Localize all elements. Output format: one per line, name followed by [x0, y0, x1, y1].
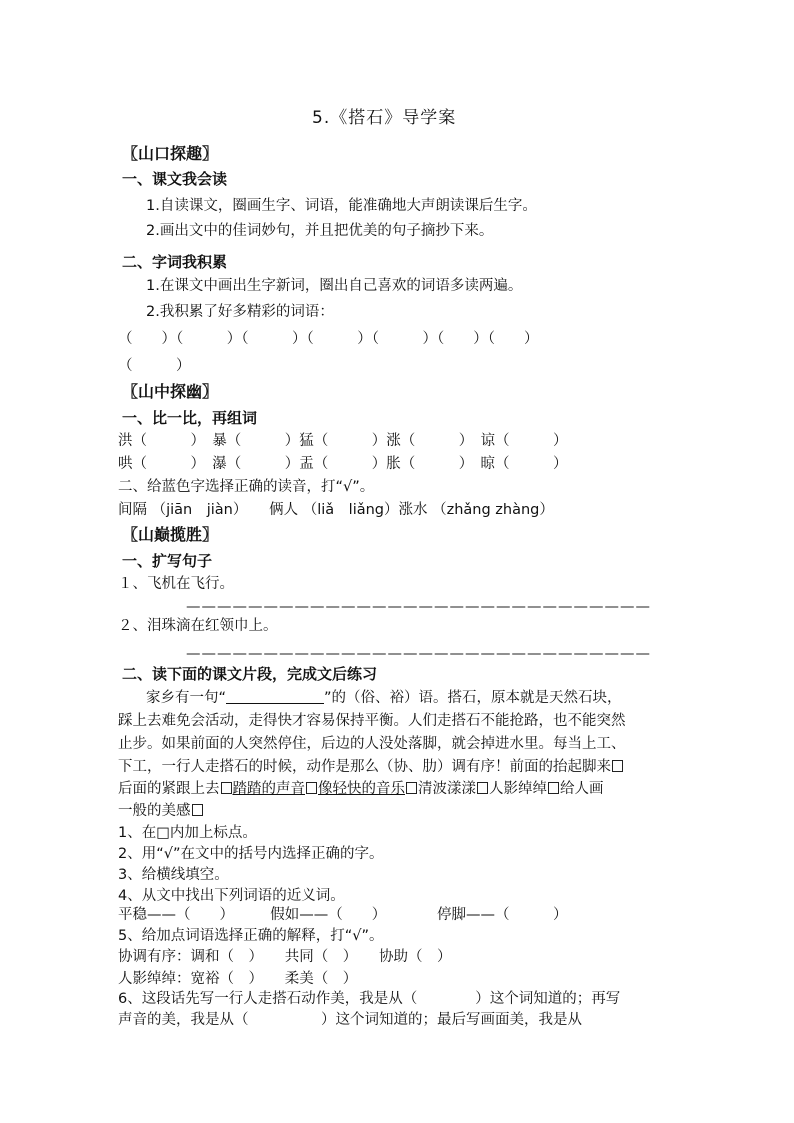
exercise-1: 1、在□内加上标点。 [118, 825, 257, 841]
underlined-text: 像轻快的音乐 [318, 781, 405, 797]
exercise-5: 5、给加点词语选择正确的解释，打“√”。 [118, 928, 384, 944]
task-collected-words: 2.我积累了好多精彩的词语： [146, 304, 334, 320]
punctuation-box[interactable] [612, 760, 623, 772]
expand-question-2: ２、泪珠滴在红领巾上。 [118, 618, 278, 634]
section-shandian: 〖山巅揽胜〗 [122, 525, 219, 544]
exercise-2: 2、用“√”在文中的括号内选择正确的字。 [118, 846, 384, 862]
exercise-3: 3、给横线填空。 [118, 867, 229, 883]
page-title: 5.《搭石》导学案 [312, 108, 457, 128]
passage-text: ”的（俗、裕）语。搭石，原本就是天然石块， [324, 690, 622, 706]
punctuation-box[interactable] [306, 782, 317, 794]
underlined-text: 踏踏的声音 [232, 781, 305, 797]
compare-row-1[interactable]: 洪（ ） 暴（ ）猛（ ）涨（ ） 谅（ ） [118, 433, 568, 449]
task-read-aloud: 1.自读课文，圈画生字、词语，能准确地大声朗读课后生字。 [146, 198, 537, 214]
answer-line-1[interactable]: —————————————————————————————— [186, 599, 651, 615]
passage-text: 一般的美感 [118, 803, 191, 819]
punctuation-box[interactable] [548, 782, 559, 794]
punctuation-box[interactable] [477, 782, 488, 794]
heading-word-collection: 二、字词我积累 [122, 253, 228, 271]
choice-row-2[interactable]: 人影绰绰：宽裕（ ） 柔美（ ） [118, 971, 358, 987]
passage-line-5 [118, 780, 604, 798]
punctuation-box[interactable] [192, 804, 203, 816]
exercise-6-line-1: 6、这段话先写一行人走搭石动作美，我是从（ ）这个词知道的；再写 [118, 991, 621, 1007]
fill-blank[interactable] [226, 689, 324, 704]
choice-row-1[interactable]: 协调有序：调和（ ） 共同（ ） 协助（ ） [118, 949, 452, 965]
heading-reading-passage: 二、读下面的课文片段，完成文后练习 [122, 665, 378, 683]
exercise-4: 4、从文中找出下列词语的近义词。 [118, 888, 345, 904]
synonym-blanks[interactable]: 平稳——（ ） 假如——（ ） 停脚——（ ） [118, 907, 568, 923]
passage-line-1 [146, 689, 622, 707]
heading-read-text: 一、课文我会读 [122, 170, 228, 188]
passage-line-2: 踩上去难免会活动，走得快才容易保持平衡。人们走搭石不能抢路，也不能突然 [118, 713, 626, 729]
passage-text: 下工，一行人走搭石的时候，动作是那么（协、肋）调有序！前面的抬起脚来 [118, 759, 611, 775]
punctuation-box[interactable] [221, 782, 232, 794]
task-copy-sentences: 2.画出文中的佳词妙句，并且把优美的句子摘抄下来。 [146, 223, 494, 239]
passage-line-4 [118, 758, 624, 776]
expand-question-1: １、飞机在飞行。 [118, 576, 234, 592]
passage-text: 后面的紧跟上去 [118, 781, 220, 797]
compare-row-2[interactable]: 哄（ ） 瀑（ ）盂（ ）胀（ ） 晾（ ） [118, 456, 568, 472]
passage-line-6 [118, 802, 204, 820]
passage-text: 家乡有一句“ [146, 690, 227, 706]
heading-compare-words: 一、比一比，再组词 [122, 409, 258, 427]
heading-pronunciation: 二、给蓝色字选择正确的读音，打“√”。 [118, 479, 375, 495]
passage-text: 清波漾漾 [418, 781, 476, 797]
passage-text: 人影绰绰 [489, 781, 547, 797]
pinyin-choices[interactable]: 间隔 （jiān jiàn） 俩人 （liǎ liǎng）涨水 （zhǎng zhàng） [118, 502, 554, 518]
task-mark-words: 1.在课文中画出生字新词，圈出自己喜欢的词语多读两遍。 [146, 278, 523, 294]
section-shankou: 〖山口探趣〗 [122, 144, 219, 163]
heading-expand-sentence: 一、扩写句子 [122, 552, 213, 570]
section-shanzhong: 〖山中探幽〗 [122, 382, 219, 401]
word-blanks-row-2[interactable]: （ ） [118, 358, 191, 374]
exercise-6-line-2: 声音的美，我是从（ ）这个词知道的；最后写画面美，我是从 [118, 1012, 582, 1028]
punctuation-box[interactable] [406, 782, 417, 794]
word-blanks-row-1[interactable]: （ ）（ ）（ ）（ ）（ ）（ ）（ ） [118, 331, 539, 347]
passage-text: 给人画 [560, 781, 604, 797]
passage-line-3: 止步。如果前面的人突然停住，后边的人没处落脚，就会掉进水里。每当上工、 [118, 736, 626, 752]
answer-line-2[interactable]: —————————————————————————————— [186, 646, 651, 662]
